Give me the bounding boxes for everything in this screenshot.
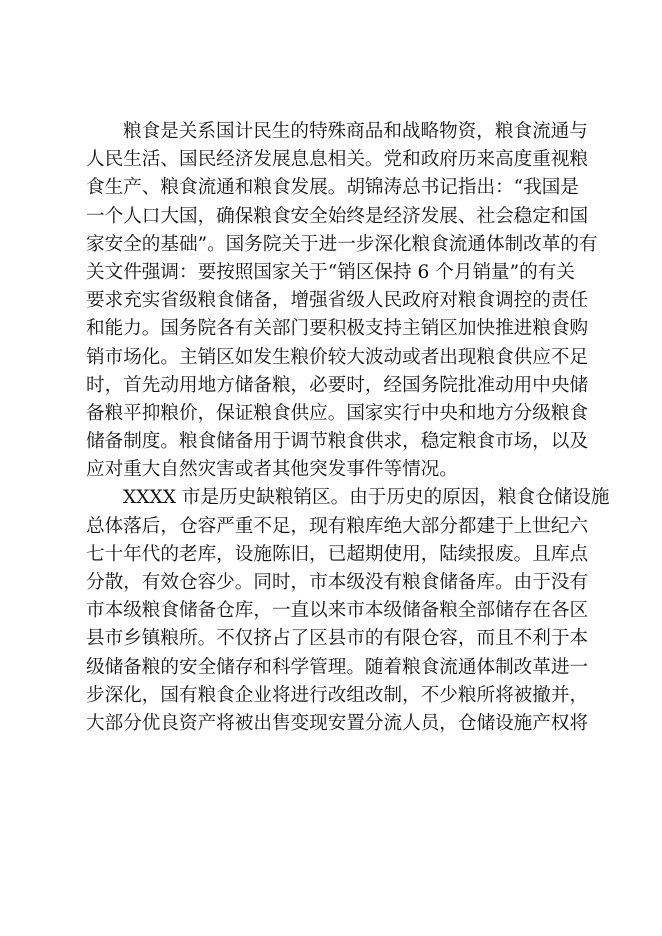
- text-line: 家安全的基础”。国务院关于进一步深化粮食流通体制改革的有: [86, 233, 598, 255]
- text-line: 总体落后，仓容严重不足，现有粮库绝大部分都建于上世纪六: [86, 515, 589, 537]
- text-line: XXXX 市是历史缺粮销区。由于历史的原因，粮食仓储设施: [123, 487, 610, 509]
- text-line: 粮食是关系国计民生的特殊商品和战略物资，粮食流通与: [123, 121, 588, 142]
- text-line: 一个人口大国，确保粮食安全始终是经济发展、社会稳定和国: [86, 205, 589, 227]
- text-line: 储备制度。粮食储备用于调节粮食供求，稳定粮食市场，以及: [86, 431, 589, 453]
- text-line: 关文件强调：要按照国家关于“销区保持 6 个月销量”的有关: [86, 261, 575, 283]
- text-line: 销市场化。主销区如发生粮价较大波动或者出现粮食供应不足: [86, 346, 589, 368]
- text-line: 级储备粮的安全储存和科学管理。随着粮食流通体制改革进一: [86, 656, 589, 678]
- text-line: 和能力。国务院各有关部门要积极支持主销区加快推进粮食购: [86, 318, 589, 340]
- text-line: 县市乡镇粮所。不仅挤占了区县市的有限仓容，而且不利于本: [86, 628, 589, 650]
- text-line: 人民生活、国民经济发展息息相关。党和政府历来高度重视粮: [86, 149, 589, 171]
- text-line: 分散，有效仓容少。同时，市本级没有粮食储备库。由于没有: [86, 572, 589, 593]
- text-line: 食生产、粮食流通和粮食发展。胡锦涛总书记指出：“我国是: [86, 177, 579, 199]
- text-line: 时，首先动用地方储备粮，必要时，经国务院批准动用中央储: [86, 374, 589, 396]
- paragraph-grain-policy: [86, 118, 598, 484]
- text-line: 七十年代的老库，设施陈旧，已超期使用，陆续报废。且库点: [86, 543, 589, 565]
- text-line: 要求充实省级粮食储备，增强省级人民政府对粮食调控的责任: [86, 290, 589, 312]
- text-line: 步深化，国有粮食企业将进行改组改制，不少粮所将被撤并，: [86, 684, 589, 706]
- text-line: 大部分优良资产将被出售变现安置分流人员，仓储设施产权将: [86, 712, 589, 734]
- text-line: 备粮平抑粮价，保证粮食供应。国家实行中央和地方分级粮食: [86, 402, 589, 424]
- paragraph-city-status: [86, 484, 610, 738]
- text-line: 应对重大自然灾害或者其他突发事件等情况。: [86, 459, 458, 481]
- text-line: 市本级粮食储备仓库，一直以来市本级储备粮全部储存在各区: [86, 600, 589, 622]
- document-body: [86, 118, 610, 738]
